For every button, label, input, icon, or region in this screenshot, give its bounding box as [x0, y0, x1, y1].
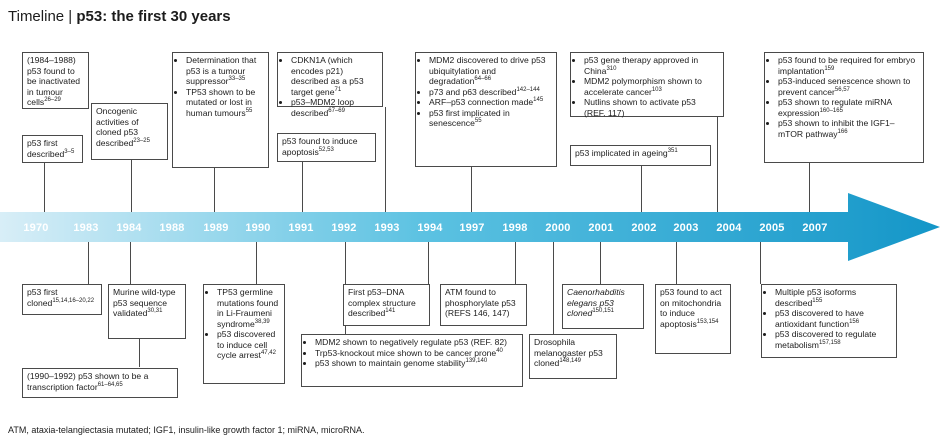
event-refs: 15,14,16–20,22: [52, 297, 95, 304]
year-1970: 1970: [23, 222, 49, 234]
event-item: [429, 97, 552, 108]
event-item: [315, 358, 518, 369]
event-2007: [764, 52, 924, 163]
event-text: p53 first cloned: [27, 287, 58, 308]
year-2004: 2004: [716, 222, 742, 234]
event-1994-structure: [343, 284, 430, 326]
event-1990: [203, 284, 285, 384]
event-item: [291, 55, 378, 97]
event-1983-cloned: [22, 284, 102, 315]
connector-1984-bottom: [130, 242, 131, 284]
event-refs: 142–144: [516, 86, 540, 93]
year-2007: 2007: [802, 222, 828, 234]
year-2001: 2001: [588, 222, 614, 234]
year-2002: 2002: [631, 222, 657, 234]
event-2005: [761, 284, 897, 358]
event-refs: 52,53: [318, 146, 334, 153]
event-refs: 47,42: [260, 350, 276, 357]
connector-1970: [44, 163, 45, 212]
event-1989: [172, 52, 269, 168]
year-1988: 1988: [159, 222, 185, 234]
event-text: Drosophila melanogaster p53 cloned: [534, 337, 603, 368]
event-refs: 159: [824, 65, 835, 72]
event-refs: 145: [533, 97, 544, 104]
event-text: Oncogenic activities of cloned p53 described: [96, 106, 139, 148]
event-item: [186, 55, 264, 87]
event-refs: 67–69: [328, 107, 345, 114]
event-refs: 153,154: [696, 318, 719, 325]
event-refs: 103: [651, 86, 662, 93]
event-text: p53 found to be required for embryo implantation: [778, 55, 916, 76]
event-text: Murine wild-type p53 sequence validated: [113, 287, 176, 318]
connector-1993: [385, 107, 386, 212]
event-2001-celegans: [562, 284, 644, 329]
event-1984-oncogenic: [91, 103, 168, 160]
event-text: MDM2 shown to negatively regulate p53 (REF. 82): [315, 337, 508, 347]
year-1990: 1990: [245, 222, 271, 234]
connector-1990: [256, 242, 257, 284]
event-1993: [277, 52, 383, 118]
event-text: p53 found to induce apoptosis: [282, 136, 358, 157]
event-item: [291, 97, 378, 118]
year-1997: 1997: [459, 222, 485, 234]
footnote: ATM, ataxia-telangiectasia mutated; IGF1, insulin-like growth factor 1; miRNA, microRNA.: [8, 425, 365, 435]
event-text: p73 and p63 described: [429, 86, 517, 97]
event-refs: 155: [812, 297, 823, 304]
event-item: [775, 287, 892, 308]
event-refs: 26–29: [44, 97, 61, 104]
event-text: MDM2 polymorphism shown to accelerate cancer: [584, 76, 702, 97]
year-1994: 1994: [417, 222, 443, 234]
event-2004: [570, 52, 724, 117]
event-text: ATM found to phosphorylate p53 (REFS 146, 147): [445, 287, 516, 318]
year-1998: 1998: [502, 222, 528, 234]
event-text: p53 discovered to induce cell cycle arrest: [217, 329, 276, 360]
event-1992: [301, 334, 523, 387]
event-text: TP53 shown to be mutated or lost in human tumours: [186, 86, 256, 118]
connector-2002: [641, 166, 642, 212]
connector-1989: [214, 168, 215, 212]
event-refs: 157,158: [818, 339, 841, 346]
event-refs: 55: [245, 107, 253, 114]
event-refs: 61–64,65: [97, 381, 123, 388]
event-1970-described: [22, 135, 83, 163]
connector-2003: [676, 242, 677, 284]
event-text: p53 implicated in ageing: [575, 148, 668, 158]
event-text: TP53 germline mutations found in Li-Fraumeni syndrome: [217, 287, 279, 329]
connector-1998: [515, 242, 516, 284]
event-item: [584, 55, 719, 76]
connector-1984-top: [131, 160, 132, 212]
event-refs: 310: [606, 65, 617, 72]
title-main: p53: the first 30 years: [76, 8, 231, 25]
event-text: p53 first described: [27, 138, 65, 159]
event-item: [429, 87, 552, 98]
event-refs: 166: [837, 128, 848, 135]
event-1998-atm: [440, 284, 527, 326]
event-text: p53 first implicated in senescence: [429, 107, 510, 128]
event-item: [217, 287, 280, 329]
year-1992: 1992: [331, 222, 357, 234]
year-1989: 1989: [203, 222, 229, 234]
event-refs: 56,57: [834, 86, 850, 93]
event-item: [217, 329, 280, 361]
connector-1983: [88, 242, 89, 284]
event-item: [775, 308, 892, 329]
event-item: [775, 329, 892, 350]
event-text: p53 discovered to have antioxidant function: [775, 308, 864, 329]
event-text: p53 shown to maintain genome stability: [315, 358, 466, 368]
event-1991-apoptosis: [277, 133, 376, 162]
event-2003-mitochondria: [655, 284, 731, 354]
event-refs: 33–35: [228, 76, 246, 83]
year-1991: 1991: [288, 222, 314, 234]
year-1983: 1983: [73, 222, 99, 234]
event-refs: 351: [667, 148, 678, 155]
year-1984: 1984: [116, 222, 142, 234]
event-item: [778, 97, 919, 118]
connector-2001: [600, 242, 601, 284]
event-1984-inactivated: [22, 52, 89, 109]
connector-2007: [809, 163, 810, 212]
connector-2004: [717, 117, 718, 212]
event-item: [584, 97, 719, 118]
event-item: [778, 55, 919, 76]
event-text: First p53–DNA complex structure described: [348, 287, 416, 318]
event-2002-ageing: [570, 145, 711, 166]
event-item: [584, 76, 719, 97]
event-text: p53 shown to regulate miRNA expression: [778, 97, 892, 118]
event-text: MDM2 discovered to drive p53 ubiquitylation and degradation: [429, 55, 546, 86]
event-text: p53 found to act on mitochondria to induce apoptosis: [660, 287, 722, 329]
event-item: [315, 348, 518, 359]
event-refs: 160–165: [819, 107, 843, 114]
event-item: [429, 55, 552, 87]
event-text: p53-induced senescence shown to prevent cancer: [778, 76, 911, 97]
event-refs: 150,151: [592, 308, 615, 315]
event-1997: [415, 52, 557, 167]
event-text: (1990–1992) p53 shown to be a transcription factor: [27, 371, 149, 392]
title-prefix: Timeline |: [8, 8, 77, 25]
connector-1997: [471, 167, 472, 212]
event-text: p53 gene therapy approved in China: [584, 55, 699, 76]
connector-2005: [760, 242, 761, 284]
event-item: [778, 118, 919, 139]
event-2000-drosophila: [529, 334, 617, 379]
event-refs: 30,31: [147, 308, 163, 315]
event-text: Caenorhabditis elegans p53 cloned: [567, 287, 625, 318]
event-refs: 156: [849, 318, 860, 325]
year-2000: 2000: [545, 222, 571, 234]
event-text: p53 discovered to regulate metabolism: [775, 329, 877, 350]
event-text: p53 shown to inhibit the IGF1–mTOR pathway: [778, 118, 895, 139]
event-refs: 71: [334, 86, 342, 93]
connector-2000: [553, 242, 554, 334]
event-text: Nutlins shown to activate p53 (REF. 117): [584, 97, 696, 118]
event-refs: 64–66: [474, 76, 492, 83]
event-refs: 141: [385, 308, 396, 315]
year-1993: 1993: [374, 222, 400, 234]
event-item: [429, 108, 552, 129]
event-text: ARF–p53 connection made: [429, 97, 534, 107]
connector-1994: [428, 242, 429, 284]
event-text: (1984–1988) p53 found to be inactivated in tumour cells: [27, 55, 81, 107]
event-refs: 38,39: [254, 318, 270, 325]
connector-1991: [302, 162, 303, 212]
event-refs: 148,149: [559, 358, 582, 365]
event-text: CDKN1A (which encodes p21) described as a p53 target gene: [291, 55, 364, 97]
event-text: Trp53-knockout mice shown to be cancer prone: [315, 347, 497, 358]
event-item: [778, 76, 919, 97]
event-text: p53–MDM2 loop described: [291, 97, 355, 118]
year-2003: 2003: [673, 222, 699, 234]
event-refs: 139,140: [465, 358, 488, 365]
event-item: [315, 337, 518, 348]
event-item: [186, 87, 264, 119]
event-refs: 3–5: [64, 148, 75, 155]
event-refs: 23–25: [133, 137, 150, 144]
event-text: Multiple p53 isoforms described: [775, 287, 857, 308]
event-text: Determination that p53 is a tumour suppressor: [186, 55, 257, 86]
year-2005: 2005: [759, 222, 785, 234]
event-1990-1992-transcription: [22, 368, 178, 398]
event-refs: 55: [474, 118, 482, 125]
event-refs: 40: [496, 347, 503, 354]
event-1984-validated: [108, 284, 186, 339]
